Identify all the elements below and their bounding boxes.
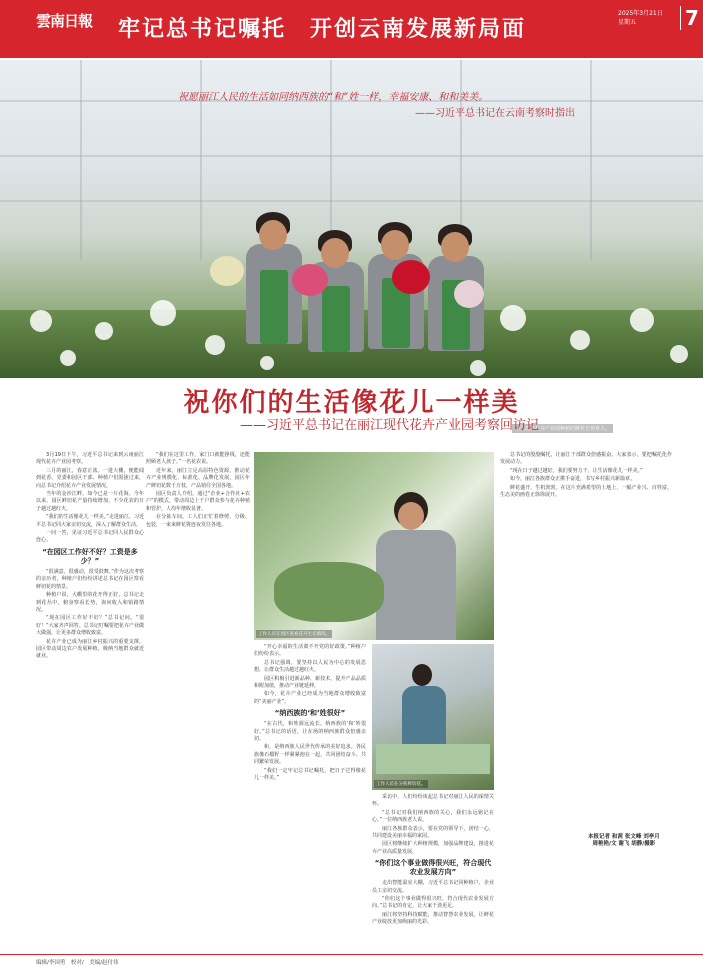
article-paragraph: 如今，花卉产业已经成为当地群众增收致富的“美丽产业”。 <box>254 691 366 705</box>
section-subheading: “纳西族的‘和’姓很好” <box>274 709 346 718</box>
article-paragraph: “你们这个事业做得很兴旺，符合现代农业发展方向。”总书记的肯定，让大家干劲更足。 <box>372 896 494 910</box>
inset-photo-worker-caption: 工作人员在园区查看花卉生长情况。 <box>258 632 330 637</box>
article-paragraph: 和，是纳西族人民世代传承的美好追求。各民族像石榴籽一样紧紧抱在一起，共同团结奋斗、共同繁荣发展。 <box>254 744 366 766</box>
article-paragraph: “在古代，和姓源远流长。纳西族的‘和’姓很好。”总书记的话语，让在场的纳西族群众倍感亲切。 <box>254 721 366 743</box>
article-paragraph: “我们一定牢记总书记嘱托，把日子过得像花儿一样美。” <box>254 767 366 782</box>
article-paragraph: 走出智能温室大棚，习近平总书记同种植户、企业员工亲切交流。 <box>372 880 494 894</box>
article-paragraph: 丽江将坚持科技赋能，推动智慧农业发展，让鲜花产业绽放更加绚丽的光彩。 <box>372 911 494 926</box>
article-paragraph: 在分拣车间，工人们正忙着修剪、分级、包装，一束束鲜花将连夜发往各地。 <box>146 514 250 528</box>
masthead <box>0 0 703 58</box>
article-paragraph: 总书记的殷殷嘱托，让丽江干部群众倍感振奋。大家表示，要把嘱托化作发展动力。 <box>500 452 672 466</box>
section-subheading: “在园区工作好不好？工资是多少？” <box>42 547 138 565</box>
article-headline: 祝你们的生活像花儿一样美 <box>183 388 520 418</box>
col4-paragraphs <box>372 794 494 856</box>
newspaper-logo: 雲南日報 <box>36 12 93 30</box>
col3-paragraphs <box>254 644 366 706</box>
article-paragraph: “很满意，很感动，很受鼓舞。”作为这次考察的亲历者，种植户们纷纷讲述总书记在园区察看鲜切花的情景。 <box>36 568 144 590</box>
col1-paragraphs <box>36 452 144 545</box>
article-paragraph: 总书记强调，要坚持以人民为中心的发展思想，让群众生活越过越红火。 <box>254 659 366 674</box>
article-paragraph: 种植户说，大棚里的花开得正好，总书记走到花丛中，俯身察看长势，询问收入和销路情况。 <box>36 592 144 613</box>
byline-photographers: 周艳艳/文 谢飞 胡静/摄影 <box>592 841 656 847</box>
col3-paragraphs-after <box>254 721 366 782</box>
article-paragraph: “我们的生活像花儿一样美。”走进丽江，习近平总书记同大家亲切交流，深入了解群众生活。 <box>36 514 144 528</box>
byline-reporters: 本报记者 和茜 张文峰 刘亭月 <box>588 834 660 840</box>
inset-photo-worker <box>254 452 494 640</box>
article-paragraph: 采访中，人们纷纷谈起总书记对丽江人民的深情关怀。 <box>372 794 494 808</box>
quote-attribution: ——习近平总书记在云南考察时指出 <box>415 108 575 119</box>
article-column-2 <box>146 452 250 950</box>
article-paragraph: 园区负责人介绍，通过“企业+合作社+农户”的模式，带动周边上千户群众参与花卉种植和管护，人均年增收显著。 <box>146 491 250 512</box>
article-paragraph: 园区将继续扩大种植规模，加强品牌建设，推进花卉产业高质量发展。 <box>372 841 494 855</box>
article-paragraph: “现在园区工作好不好？”总书记问。“很好！”大家齐声回答。总书记叮嘱要把花卉产业做大做强，让更多群众增收致富。 <box>36 615 144 637</box>
article-paragraph: 丽江各族群众表示，要在党的领导下，团结一心，共同建设美丽幸福的家园。 <box>372 825 494 840</box>
col2-paragraphs <box>146 452 250 529</box>
issue-weekday: 星期五 <box>618 19 637 26</box>
footer-rule <box>0 954 703 955</box>
article-column-5 <box>500 452 672 828</box>
article-paragraph: 鲜花盛开，生机勃勃。在这片充满希望的土地上，一幅产业兴、百姓富、生态美的画卷正徐徐展开。 <box>500 484 672 499</box>
article-column-3 <box>254 644 366 950</box>
col5-paragraphs <box>500 452 672 499</box>
col4-paragraphs-after <box>372 880 494 926</box>
page-footer: 编辑/李国勇 校对/ 美编/赵付伟 <box>36 960 119 966</box>
byline <box>588 834 660 848</box>
article-paragraph: “现在日子越过越好，我们要努力干，让生活像花儿一样美。” <box>510 467 643 474</box>
article-paragraph: “总书记对我们纳西族的关心，我们永远铭记在心。”一位纳西族老人说。 <box>372 809 494 824</box>
article-paragraph: 当年的金沙江畔，如今已是一片花海。今年以来，园区鲜切花产量持续增加，不少花农的日子越过越红火。 <box>36 491 144 512</box>
article-column-4 <box>372 794 494 950</box>
article-paragraph: 园区积极引进新品种、新技术，提升产品品质和附加值，推动产业链延伸。 <box>254 675 366 690</box>
issue-date-block <box>618 9 663 27</box>
page-slogan: 牢记总书记嘱托 开创云南发展新局面 <box>118 17 527 42</box>
article-column-1 <box>36 452 144 950</box>
article-paragraph: “开心幸福的生活离不开党的好政策。”种植户们纷纷表示。 <box>254 644 366 658</box>
article-paragraph: “我们在这里工作，家门口就能挣钱，还能照顾老人孩子。”一名花农说。 <box>146 452 250 466</box>
article-paragraph: 3月19日下午，习近平总书记来到云南丽江现代花卉产业园考察。 <box>36 452 144 466</box>
section-subheading: “你们这个事业做得很兴旺，符合现代农业发展方向” <box>374 859 492 877</box>
issue-date: 2025年3月21日 <box>618 10 663 17</box>
article-subheadline: ——习近平总书记在丽江现代花卉产业园考察回访记 <box>240 418 540 433</box>
article-paragraph: 如今，丽江各族群众正携手奋进，书写乡村振兴新篇章。 <box>510 476 636 483</box>
page-number: 7 <box>680 6 699 30</box>
article-paragraph: 花卉产业已成为丽江乡村振兴的重要支撑。园区带动周边农户发展种植，吸纳当地群众就近就业。 <box>36 638 144 660</box>
hero-photo-caption: 丽江现代花卉产业园种植的鲜花长势喜人。 <box>512 424 613 433</box>
inset-photo-sorting-caption: 工作人员在分拣鲜切花。 <box>376 782 426 787</box>
article-paragraph: 近年来，丽江立足高原特色资源，推动花卉产业规模化、标准化、品牌化发展，园区年产鲜切花数千万枝，产品销往全国各地。 <box>146 467 250 489</box>
article-paragraph: 三月的丽江，春意正浓。一进大棚，便能闻到花香。党委和园区干部、种植户们围拢过来，向总书记介绍花卉产业发展情况。 <box>36 467 144 489</box>
inset-photo-sorting <box>372 644 494 790</box>
leader-quote: 祝愿丽江人民的生活如同纳西族的“和”姓一样，幸福安康、和和美美。 <box>178 92 489 103</box>
article-paragraph: 一问一答，见证习近平总书记同人民群众心连心。 <box>36 530 144 544</box>
col1-paragraphs-after <box>36 569 144 661</box>
